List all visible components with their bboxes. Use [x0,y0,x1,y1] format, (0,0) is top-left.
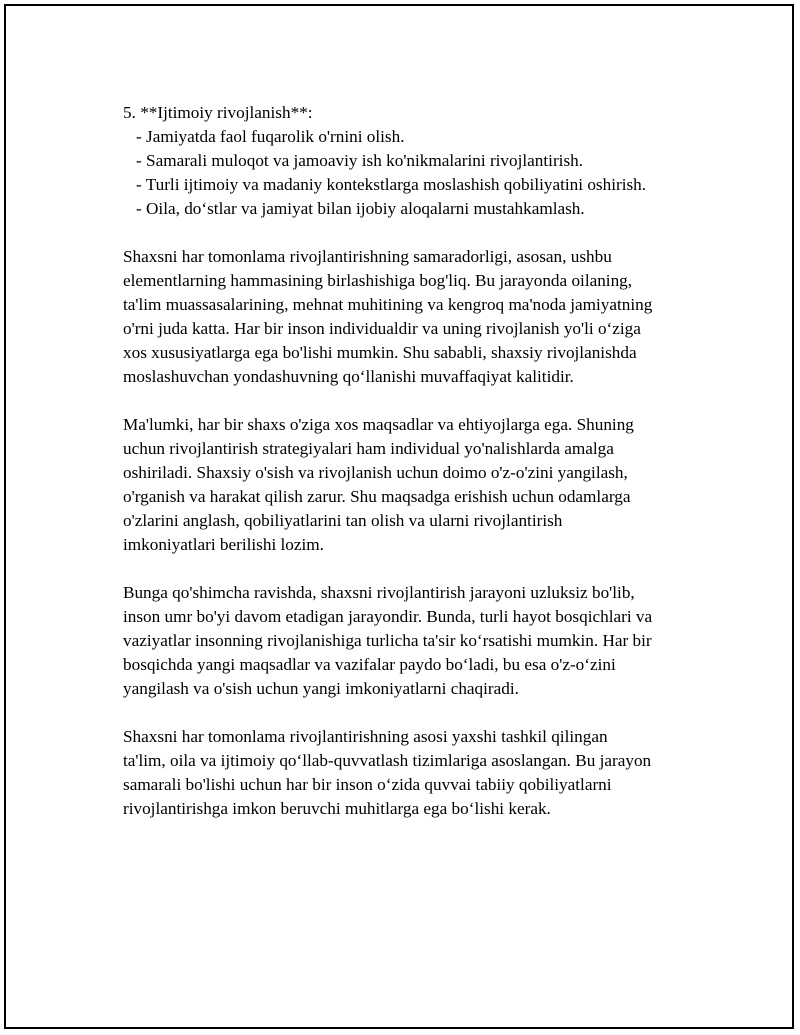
bullet-item: - Jamiyatda faol fuqarolik o'rnini olish. [136,127,405,146]
paragraph-4 [123,725,723,821]
paragraph-line: ta'lim muassasalarining, mehnat muhitining va kengroq ma'noda jamiyatning [123,295,653,314]
paragraph-line: Bunga qo'shimcha ravishda, shaxsni rivojlantirish jarayoni uzluksiz bo'lib, [123,583,635,602]
paragraph-line: bosqichda yangi maqsadlar va vazifalar paydo bo‘ladi, bu esa o'z-o‘zini [123,655,616,674]
paragraph-line: inson umr bo'yi davom etadigan jarayondir. Bunda, turli hayot bosqichlari va [123,607,653,626]
paragraph-line: Ma'lumki, har bir shaxs o'ziga xos maqsadlar va ehtiyojlarga ega. Shuning [123,415,634,434]
paragraph-line: o'zlarini anglash, qobiliyatlarini tan olish va ularni rivojlantirish [123,511,563,530]
paragraph-line: ta'lim, oila va ijtimoiy qo‘llab-quvvatlash tizimlariga asoslangan. Bu jarayon [123,751,652,770]
paragraph-line: vaziyatlar insonning rivojlanishiga turlicha ta'sir ko‘rsatishi mumkin. Har bir [123,631,652,650]
bullet-list [123,125,723,221]
paragraph-line: rivojlantirishga imkon beruvchi muhitlarga ega bo‘lishi kerak. [123,799,551,818]
document-body [123,101,723,821]
paragraph-2 [123,413,723,557]
paragraph-line: o'rganish va harakat qilish zarur. Shu maqsadga erishish uchun odamlarga [123,487,631,506]
paragraph-line: uchun rivojlantirish strategiyalari ham individual yo'nalishlarda amalga [123,439,614,458]
paragraph-line: oshiriladi. Shaxsiy o'sish va rivojlanish uchun doimo o'z-o'zini yangilash, [123,463,628,482]
paragraph-line: samarali bo'lishi uchun har bir inson o‘zida quvvai tabiiy qobiliyatlarni [123,775,612,794]
paragraph-line: yangilash va o'sish uchun yangi imkoniyatlarni chaqiradi. [123,679,519,698]
paragraph-3 [123,581,723,701]
paragraph-line: elementlarning hammasining birlashishiga bog'liq. Bu jarayonda oilaning, [123,271,633,290]
bullet-item: - Samarali muloqot va jamoaviy ish ko'nikmalarini rivojlantirish. [136,151,584,170]
paragraph-line: o'rni juda katta. Har bir inson individualdir va uning rivojlanish yo'li o‘ziga [123,319,641,338]
paragraph-line: Shaxsni har tomonlama rivojlantirishning asosi yaxshi tashkil qilingan [123,727,608,746]
document-page [4,4,794,1029]
section-heading: 5. **Ijtimoiy rivojlanish**: [123,103,313,122]
bullet-item: - Oila, do‘stlar va jamiyat bilan ijobiy aloqalarni mustahkamlash. [136,199,585,218]
paragraph-line: xos xususiyatlarga ega bo'lishi mumkin. Shu sababli, shaxsiy rivojlanishda [123,343,637,362]
paragraph-line: imkoniyatlari berilishi lozim. [123,535,324,554]
paragraph-line: moslashuvchan yondashuvning qo‘llanishi muvaffaqiyat kalitidir. [123,367,574,386]
paragraph-line: Shaxsni har tomonlama rivojlantirishning samaradorligi, asosan, ushbu [123,247,612,266]
bullet-item: - Turli ijtimoiy va madaniy kontekstlarga moslashish qobiliyatini oshirish. [136,175,647,194]
paragraph-1 [123,245,723,389]
